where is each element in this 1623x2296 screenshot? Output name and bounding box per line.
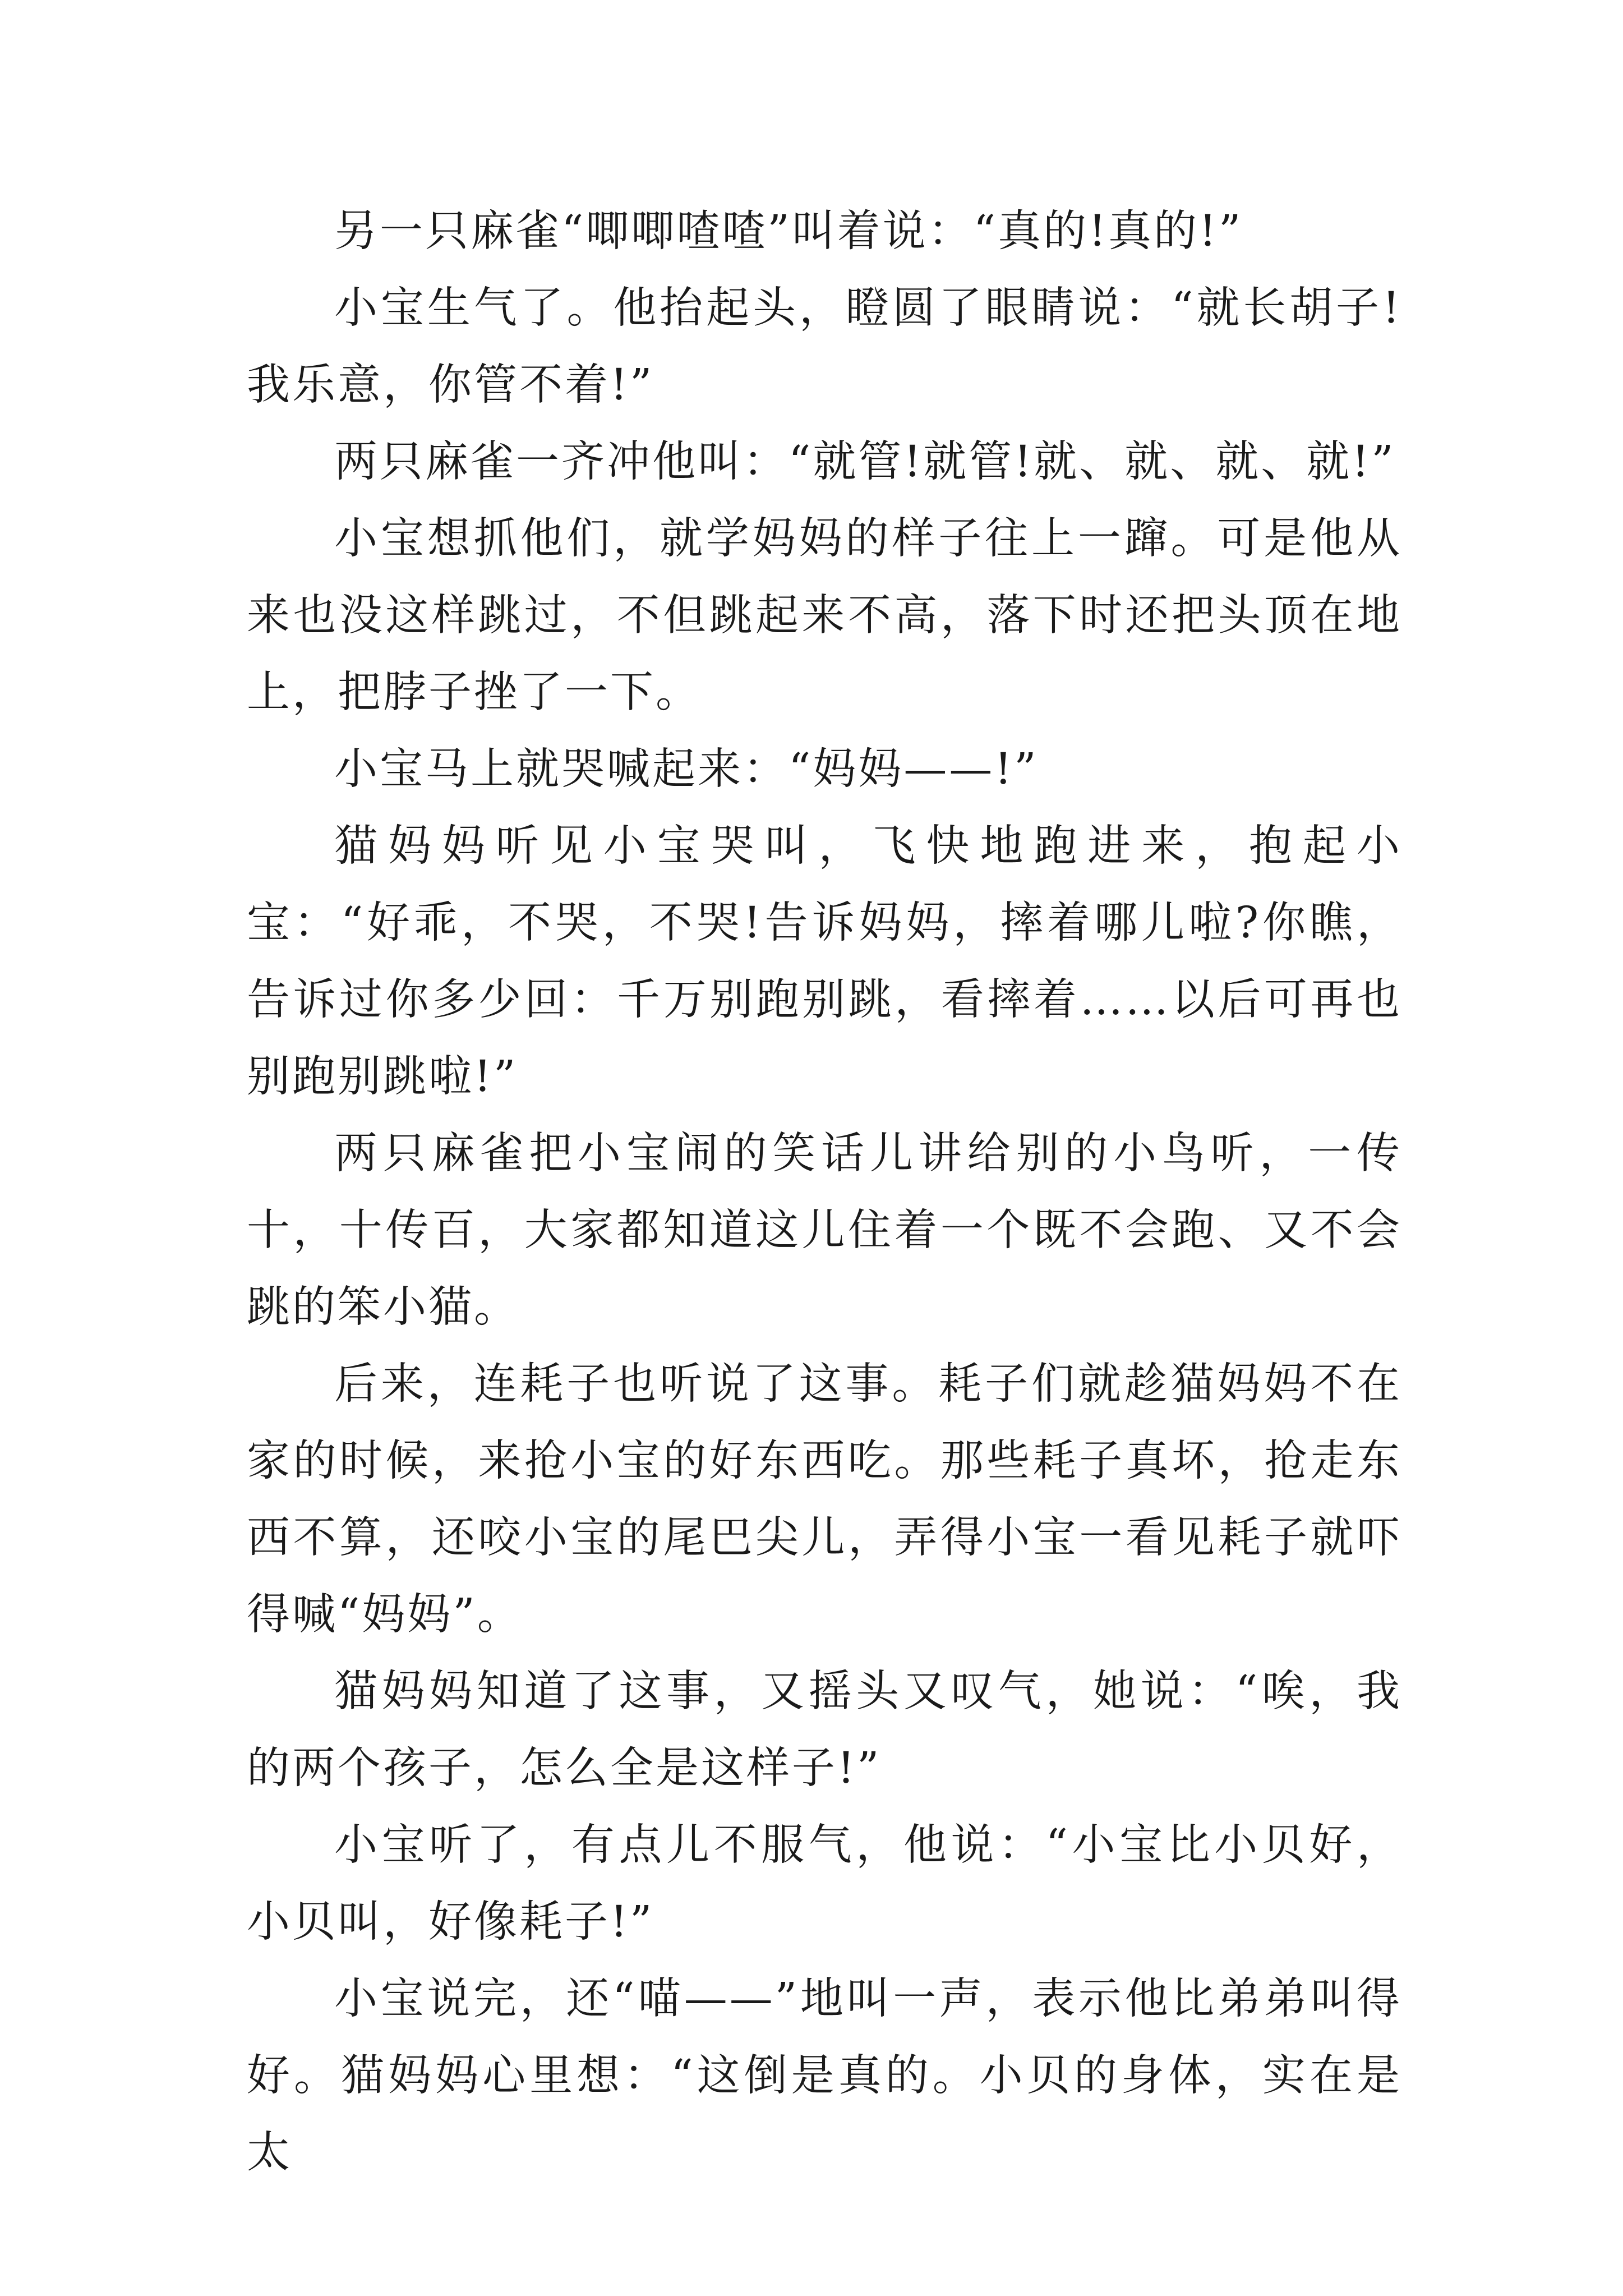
paragraph: 小宝听了，有点儿不服气，他说：“小宝比小贝好，小贝叫，好像耗子!” xyxy=(247,1820,1402,1947)
paragraph: 小宝马上就哭喊起来：“妈妈——!” xyxy=(334,744,1039,794)
paragraph: 两只麻雀把小宝闹的笑话儿讲给别的小鸟听，一传十，十传百，大家都知道这儿住着一个既不会跑、又不会跳的笨小猫。 xyxy=(247,1129,1402,1332)
paragraph: 后来，连耗子也听说了这事。耗子们就趁猫妈妈不在家的时候，来抢小宝的好东西吃。那些耗子真坏，抢走东西不算，还咬小宝的尾巴尖儿，弄得小宝一看见耗子就吓得喊“妈妈”。 xyxy=(247,1359,1402,1640)
paragraph: 小宝生气了。他抬起头，瞪圆了眼睛说：“就长胡子!我乐意，你管不着!” xyxy=(247,283,1402,410)
paragraph: 猫妈妈知道了这事，又摇头又叹气，她说：“唉，我的两个孩子，怎么全是这样子!” xyxy=(247,1667,1402,1793)
body-text xyxy=(247,193,1402,2191)
paragraph: 猫妈妈听见小宝哭叫，飞快地跑进来，抱起小宝：“好乖，不哭，不哭!告诉妈妈，摔着哪儿啦?你瞧，告诉过你多少回：千万别跑别跳，看摔着……以后可再也别跑别跳啦!” xyxy=(247,821,1402,1102)
paragraph: 两只麻雀一齐冲他叫：“就管!就管!就、就、就、就!” xyxy=(334,437,1396,487)
paragraph: 小宝想抓他们，就学妈妈的样子往上一蹿。可是他从来也没这样跳过，不但跳起来不高，落下时还把头顶在地上，把脖子挫了一下。 xyxy=(247,514,1402,717)
paragraph: 小宝说完，还“喵——”地叫一声，表示他比弟弟叫得好。猫妈妈心里想：“这倒是真的。小贝的身体，实在是太 xyxy=(247,1974,1402,2178)
paragraph: 另一只麻雀“唧唧喳喳”叫着说：“真的!真的!” xyxy=(334,206,1243,256)
